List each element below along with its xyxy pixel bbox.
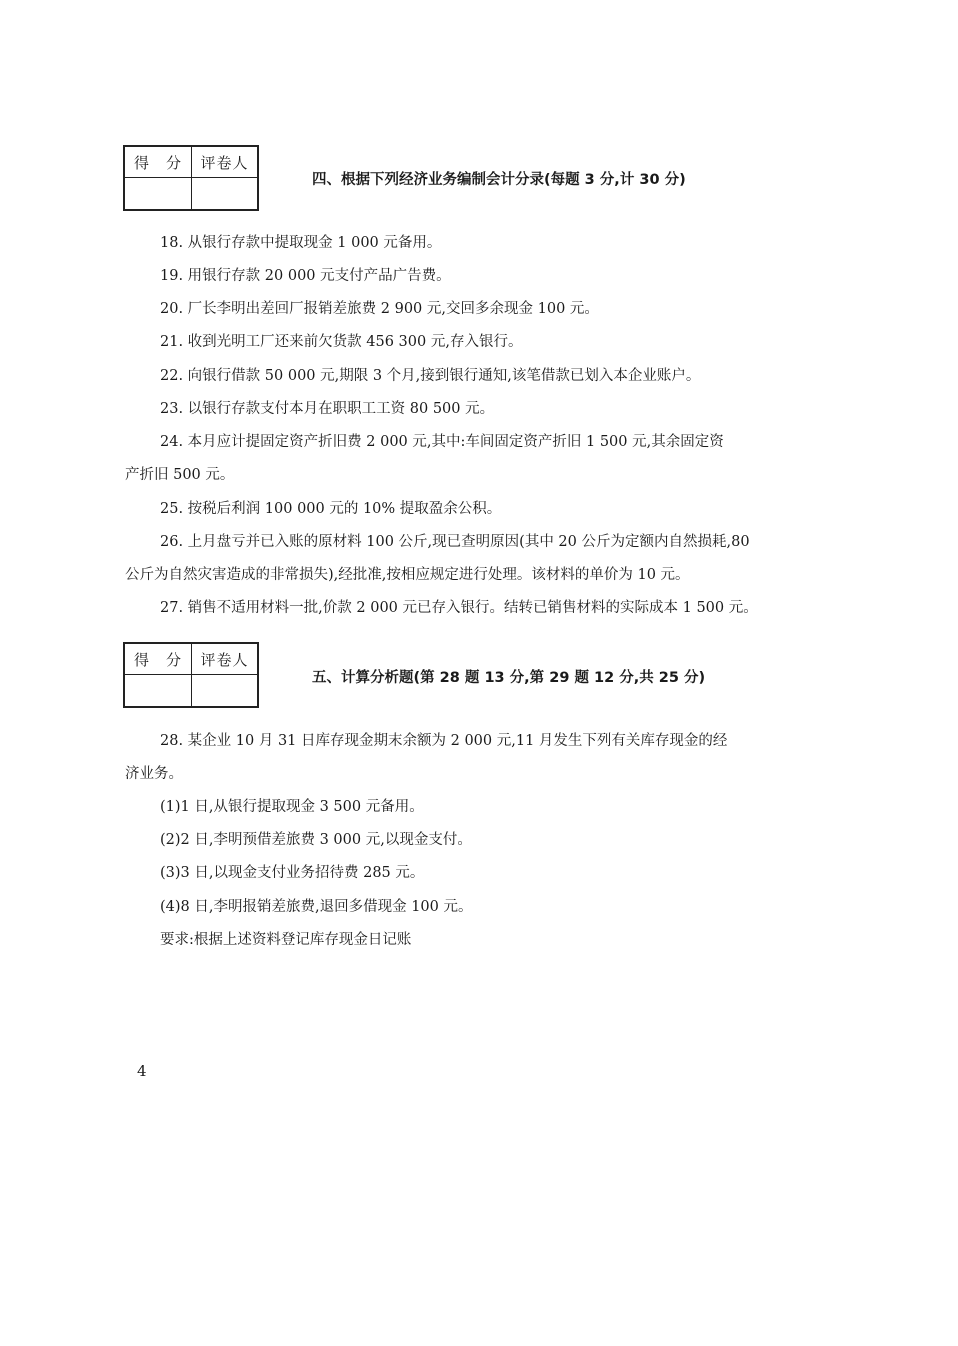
item-4: (4)8 日,李明报销差旅费,退回多借现金 100 元。: [160, 899, 473, 915]
section4-title: 四、根据下列经济业务编制会计分录(每题 3 分,计 30 分): [312, 172, 686, 188]
grader-cell: [192, 675, 257, 706]
section5-title: 五、计算分析题(第 28 题 13 分,第 29 题 12 分,共 25 分): [312, 670, 706, 686]
question-22: 22. 向银行借款 50 000 元,期限 3 个月,接到银行通知,该笔借款已划入本企业账户。: [160, 368, 701, 384]
item-1: (1)1 日,从银行提取现金 3 500 元备用。: [160, 799, 424, 815]
score-box-section4: [123, 145, 259, 211]
question-19: 19. 用银行存款 20 000 元支付产品广告费。: [160, 268, 451, 284]
grader-header: 评卷人: [192, 644, 257, 675]
grader-header: 评卷人: [192, 147, 257, 178]
question-28-continued: 济业务。: [125, 766, 183, 782]
grader-cell: [192, 178, 257, 209]
question-26-continued: 公斤为自然灾害造成的非常损失),经批准,按相应规定进行处理。该材料的单价为 10 元。: [125, 567, 690, 583]
score-header: 得 分: [125, 644, 192, 675]
question-18: 18. 从银行存款中提取现金 1 000 元备用。: [160, 235, 442, 251]
item-3: (3)3 日,以现金支付业务招待费 285 元。: [160, 865, 425, 881]
question-25: 25. 按税后利润 100 000 元的 10% 提取盈余公积。: [160, 501, 502, 517]
score-cell: [125, 675, 192, 706]
requirement: 要求:根据上述资料登记库存现金日记账: [160, 932, 412, 948]
question-20: 20. 厂长李明出差回厂报销差旅费 2 900 元,交回多余现金 100 元。: [160, 301, 599, 317]
page-number: 4: [137, 1062, 147, 1080]
score-box-section5: [123, 642, 259, 708]
question-26: 26. 上月盘亏并已入账的原材料 100 公斤,现已查明原因(其中 20 公斤为定额内自然损耗,80: [160, 534, 750, 550]
question-24-continued: 产折旧 500 元。: [125, 467, 235, 483]
question-23: 23. 以银行存款支付本月在职职工工资 80 500 元。: [160, 401, 495, 417]
score-cell: [125, 178, 192, 209]
question-24: 24. 本月应计提固定资产折旧费 2 000 元,其中:车间固定资产折旧 1 500 元,其余固定资: [160, 434, 724, 450]
question-27: 27. 销售不适用材料一批,价款 2 000 元已存入银行。结转已销售材料的实际成本 1 500 元。: [160, 600, 758, 616]
item-2: (2)2 日,李明预借差旅费 3 000 元,以现金支付。: [160, 832, 472, 848]
question-21: 21. 收到光明工厂还来前欠货款 456 300 元,存入银行。: [160, 334, 523, 350]
question-28: 28. 某企业 10 月 31 日库存现金期末余额为 2 000 元,11 月发生下列有关库存现金的经: [160, 733, 728, 749]
score-header: 得 分: [125, 147, 192, 178]
